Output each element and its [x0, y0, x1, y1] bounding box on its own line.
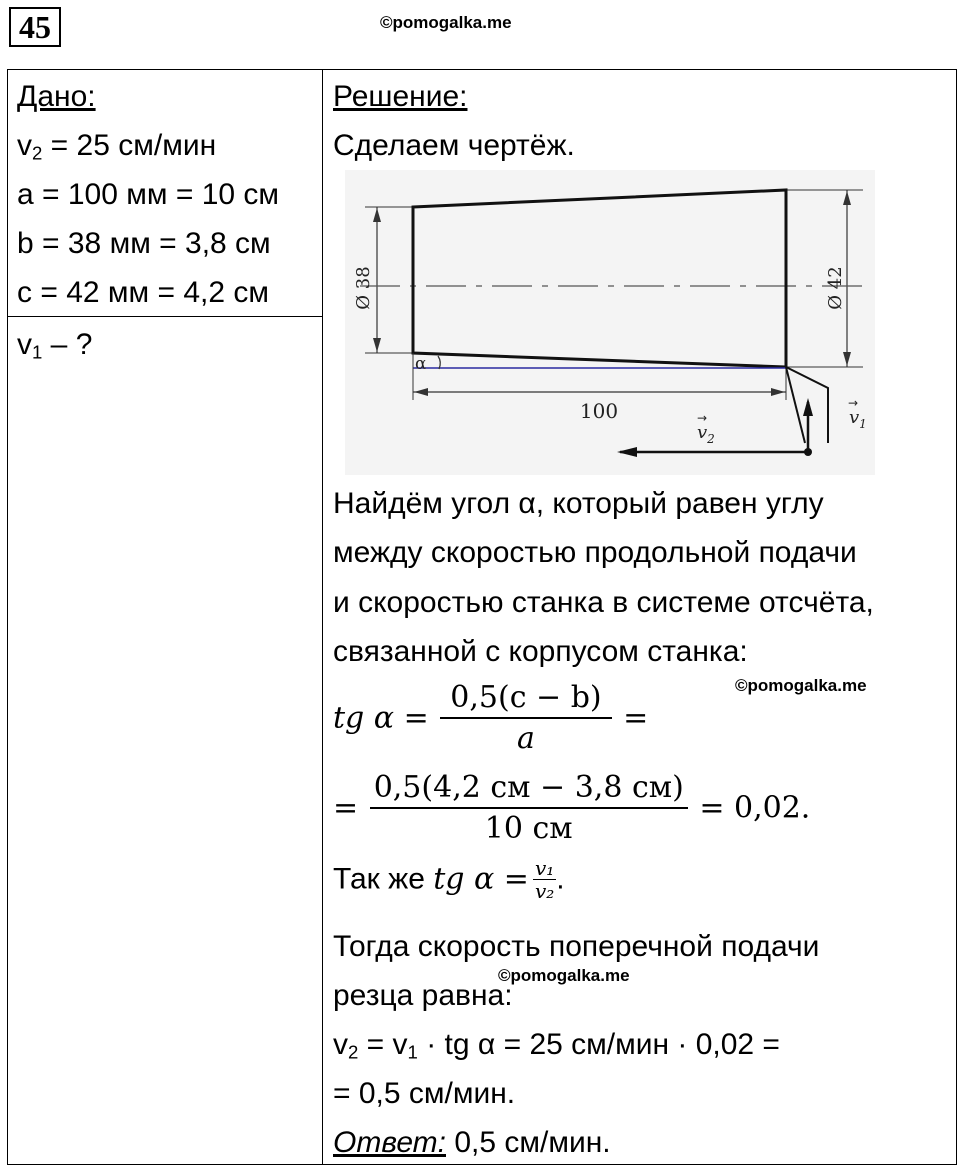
paragraph-line-1: Найдём угол α, который равен углу — [333, 487, 824, 520]
equation-2: = $\frac{0,5(4,2 см - 3,8 см)}{10 см}$ = 0,02. — [333, 770, 811, 846]
paragraph-line-2: между скоростью продольной подачи — [333, 536, 857, 569]
solution-line-1: Сделаем чертёж. — [333, 129, 575, 162]
problem-number: 45 — [9, 7, 61, 47]
solution-header: Решение: — [333, 80, 468, 113]
eq1-numerator: 0,5(c − b) — [440, 680, 611, 719]
answer-line — [333, 1118, 611, 1167]
given-header: Дано: — [17, 80, 96, 113]
paragraph-line-3: и скоростью станка в системе отсчёта, — [333, 586, 874, 619]
then-line-1: Тогда скорость поперечной подачи — [333, 930, 820, 963]
label-d38: Ø 38 — [353, 266, 374, 310]
find-v1: $v_1$ – ? — [17, 328, 93, 363]
given-v2: $v_2 = 25$ см/мин — [17, 129, 217, 164]
label-d42: Ø 42 — [825, 266, 846, 310]
column-divider — [322, 69, 323, 1165]
eq2-numerator: 0,5(4,2 см − 3,8 см) — [370, 770, 688, 809]
given-c: c = 42 мм = 4,2 см — [17, 276, 269, 309]
equation-1: tg α = $\frac{0,5(c - b)}{a}$ = — [333, 680, 649, 756]
answer-value: 0,5 см/мин. — [446, 1126, 611, 1159]
then-line-2: резца равна: — [333, 979, 513, 1012]
label-v2: $v_2$ — [697, 422, 715, 446]
label-length: 100 — [579, 399, 619, 423]
paragraph-line-4: связанной с корпусом станка: — [333, 635, 748, 668]
result-line-1: $v_2 = v_1$ · tg α = 25 см/мин · 0,02 = — [333, 1028, 780, 1063]
watermark-bottom: ©pomogalka.me — [498, 966, 630, 985]
eq1-denominator: a — [517, 721, 535, 756]
answer-label: Ответ: — [333, 1126, 446, 1159]
also-line: Так же tg α = $\frac{\text{v₁}}{\text{v₂}}$ . — [333, 855, 565, 903]
given-b: b = 38 мм = 3,8 см — [17, 227, 271, 260]
result-line-2: = 0,5 см/мин. — [333, 1077, 516, 1110]
eq2-denominator: 10 см — [484, 811, 573, 846]
given-a: a = 100 мм = 10 см — [17, 178, 280, 211]
watermark-top: ©pomogalka.me — [380, 13, 512, 32]
svg-text:→: → — [848, 396, 859, 410]
svg-text:→: → — [697, 411, 708, 425]
watermark-middle: ©pomogalka.me — [735, 676, 867, 695]
lathe-drawing — [345, 170, 875, 475]
label-v1: $v_1$ — [849, 407, 867, 431]
label-alpha: α — [415, 354, 427, 374]
